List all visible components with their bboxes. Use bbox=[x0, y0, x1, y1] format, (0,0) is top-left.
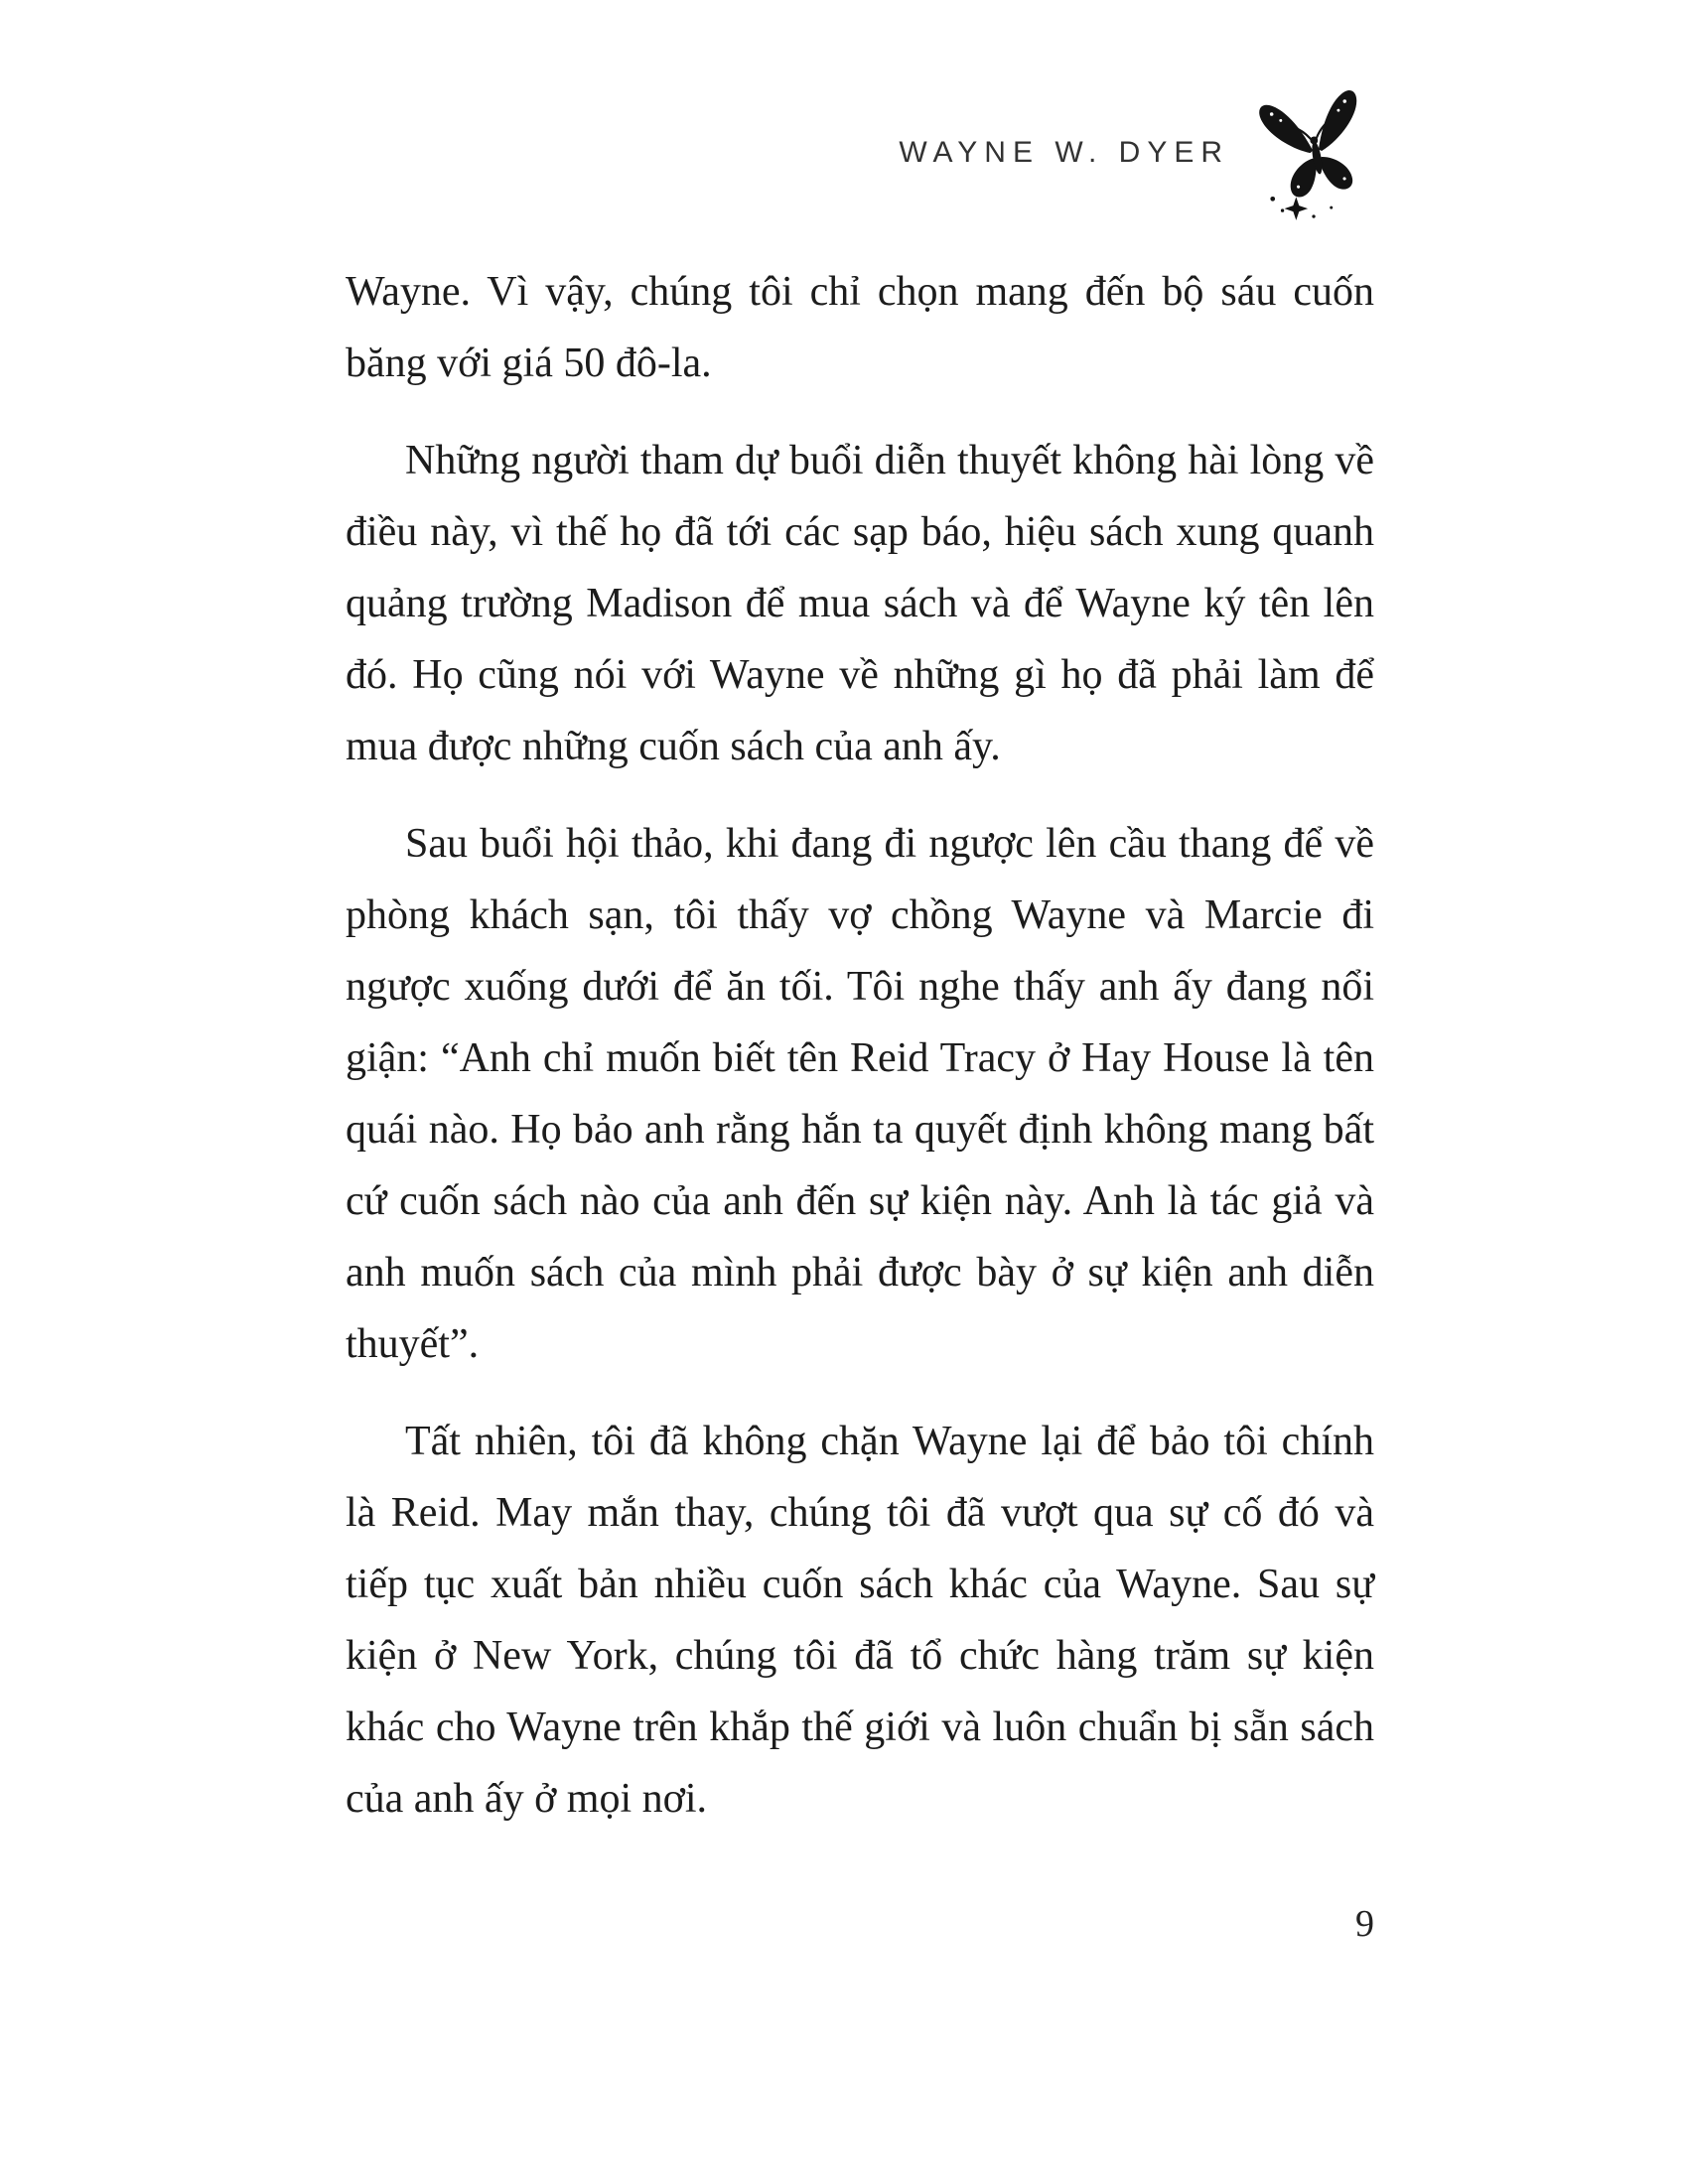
author-name: WAYNE W. DYER bbox=[899, 136, 1229, 169]
paragraph: Tất nhiên, tôi đã không chặn Wayne lại để bảo tôi chính là Reid. May mắn thay, chúng tôi đã vượt qua sự cố đó và tiếp tục xuất bản nhiều cuốn sách khác của Wayne. Sau sự kiện ở New York, chúng tôi đã tổ chức hàng trăm sự kiện khác cho Wayne trên khắp thế giới và luôn chuẩn bị sẵn sách của anh ấy ở mọi nơi. bbox=[346, 1419, 1374, 1822]
page-number: 9 bbox=[1355, 1903, 1374, 1945]
body-text bbox=[346, 256, 1374, 1860]
paragraph: Những người tham dự buổi diễn thuyết không hài lòng về điều này, vì thế họ đã tới các sạp báo, hiệu sách xung quanh quảng trường Madison để mua sách và để Wayne ký tên lên đó. Họ cũng nói với Wayne về những gì họ đã phải làm để mua được những cuốn sách của anh ấy. bbox=[346, 438, 1374, 769]
paragraph: Sau buổi hội thảo, khi đang đi ngược lên cầu thang để về phòng khách sạn, tôi thấy vợ chồng Wayne và Marcie đi ngược xuống dưới để ăn tối. Tôi nghe thấy anh ấy đang nổi giận: “Anh chỉ muốn biết tên Reid Tracy ở Hay House là tên quái nào. Họ bảo anh rằng hắn ta quyết định không mang bất cứ cuốn sách nào của anh đến sự kiện này. Anh là tác giả và anh muốn sách của mình phải được bày ở sự kiện anh diễn thuyết”. bbox=[346, 821, 1374, 1367]
butterfly-icon bbox=[1257, 87, 1374, 228]
page-header bbox=[346, 87, 1374, 228]
paragraph: Wayne. Vì vậy, chúng tôi chỉ chọn mang đến bộ sáu cuốn băng với giá 50 đô-la. bbox=[346, 269, 1374, 386]
